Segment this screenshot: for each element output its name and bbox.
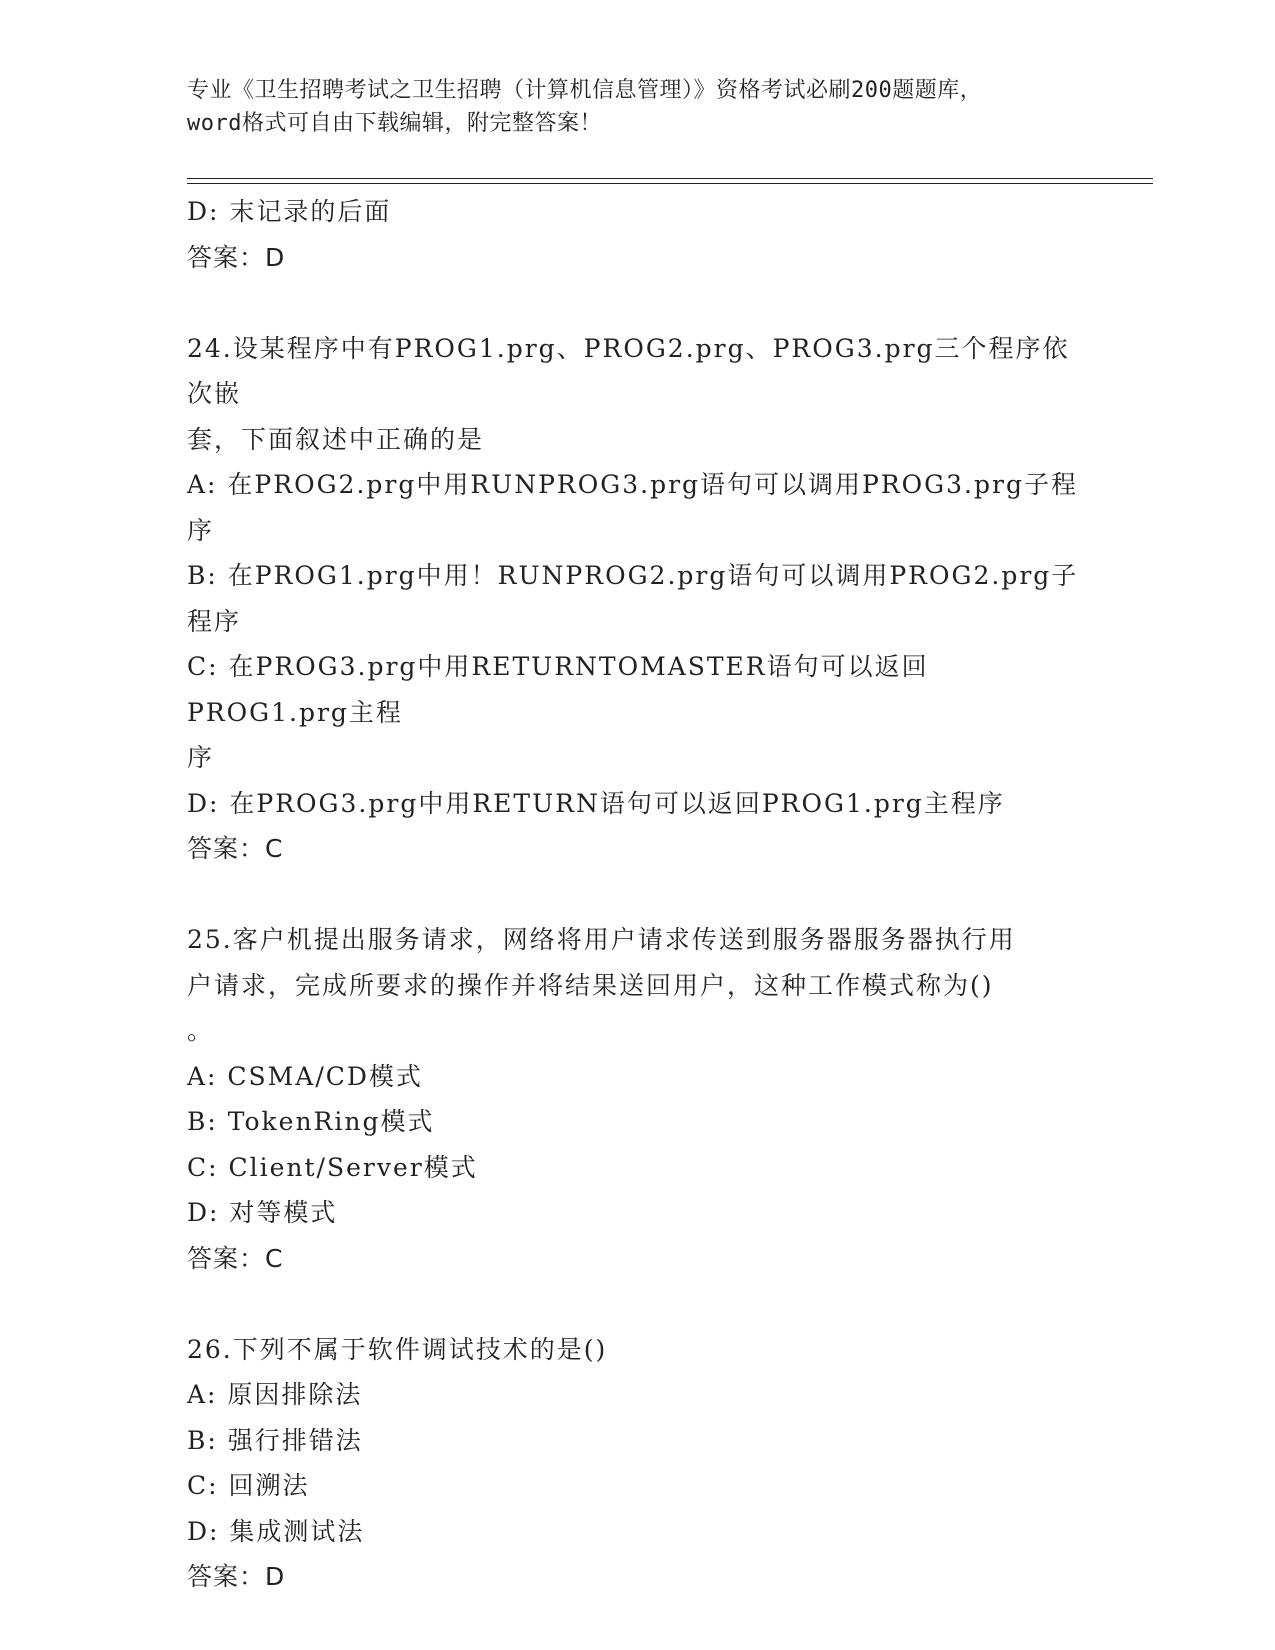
header-rule-bottom [187, 183, 1153, 184]
option-c: C: 在PROG3.prg中用RETURNTOMASTER语句可以返回PROG1.prg主程 [187, 652, 929, 727]
option-b: B: 在PROG1.prg中用！RUNPROG2.prg语句可以调用PROG2.prg子程序 [187, 561, 1079, 636]
question-stem: 24.设某程序中有PROG1.prg、PROG2.prg、PROG3.prg三个程序依次嵌 [187, 333, 1070, 408]
question-stem-continued: 套，下面叙述中正确的是 [187, 424, 485, 454]
spacer [187, 872, 1087, 918]
option-c-continued: 序 [187, 743, 215, 772]
header-line-1: 专业《卫生招聘考试之卫生招聘（计算机信息管理）》资格考试必刷200题题库， [187, 78, 983, 103]
header-line-2: word格式可自由下载编辑，附完整答案！ [187, 111, 602, 136]
option-a: A: 在PROG2.prg中用RUNPROG3.prg语句可以调用PROG3.prg子程序 [187, 470, 1078, 545]
option-d: D: 末记录的后面 [187, 197, 392, 226]
question-25 [187, 917, 1087, 1281]
spacer [187, 1281, 1087, 1327]
answer-line: 答案：C [187, 834, 284, 863]
question-stem: 25.客户机提出服务请求，网络将用户请求传送到服务器服务器执行用 [187, 925, 1016, 954]
answer-line: 答案：C [187, 1243, 284, 1273]
question-24 [187, 326, 1087, 872]
option-b: B: 强行排错法 [187, 1425, 363, 1455]
option-c: C: Client/Server模式 [187, 1152, 478, 1182]
document-header [187, 74, 1087, 140]
option-d: D: 对等模式 [187, 1198, 338, 1227]
question-stem-continued: 户请求，完成所要求的操作并将结果送回用户，这种工作模式称为() [187, 970, 994, 1000]
question-23-tail [187, 189, 1087, 280]
option-b: B: TokenRing模式 [187, 1107, 435, 1136]
option-c: C: 回溯法 [187, 1471, 310, 1500]
spacer [187, 280, 1087, 326]
option-d: D: 在PROG3.prg中用RETURN语句可以返回PROG1.prg主程序 [187, 788, 1005, 818]
header-rule-top [187, 178, 1153, 179]
document-body [187, 189, 1087, 1600]
option-d: D: 集成测试法 [187, 1516, 365, 1546]
answer-line: 答案：D [187, 1562, 286, 1591]
answer-line: 答案：D [187, 242, 286, 272]
option-a: A: CSMA/CD模式 [187, 1061, 423, 1091]
question-stem-continued: 。 [187, 1016, 215, 1045]
question-26 [187, 1327, 1087, 1600]
question-stem: 26.下列不属于软件调试技术的是() [187, 1334, 608, 1364]
option-a: A: 原因排除法 [187, 1380, 363, 1409]
